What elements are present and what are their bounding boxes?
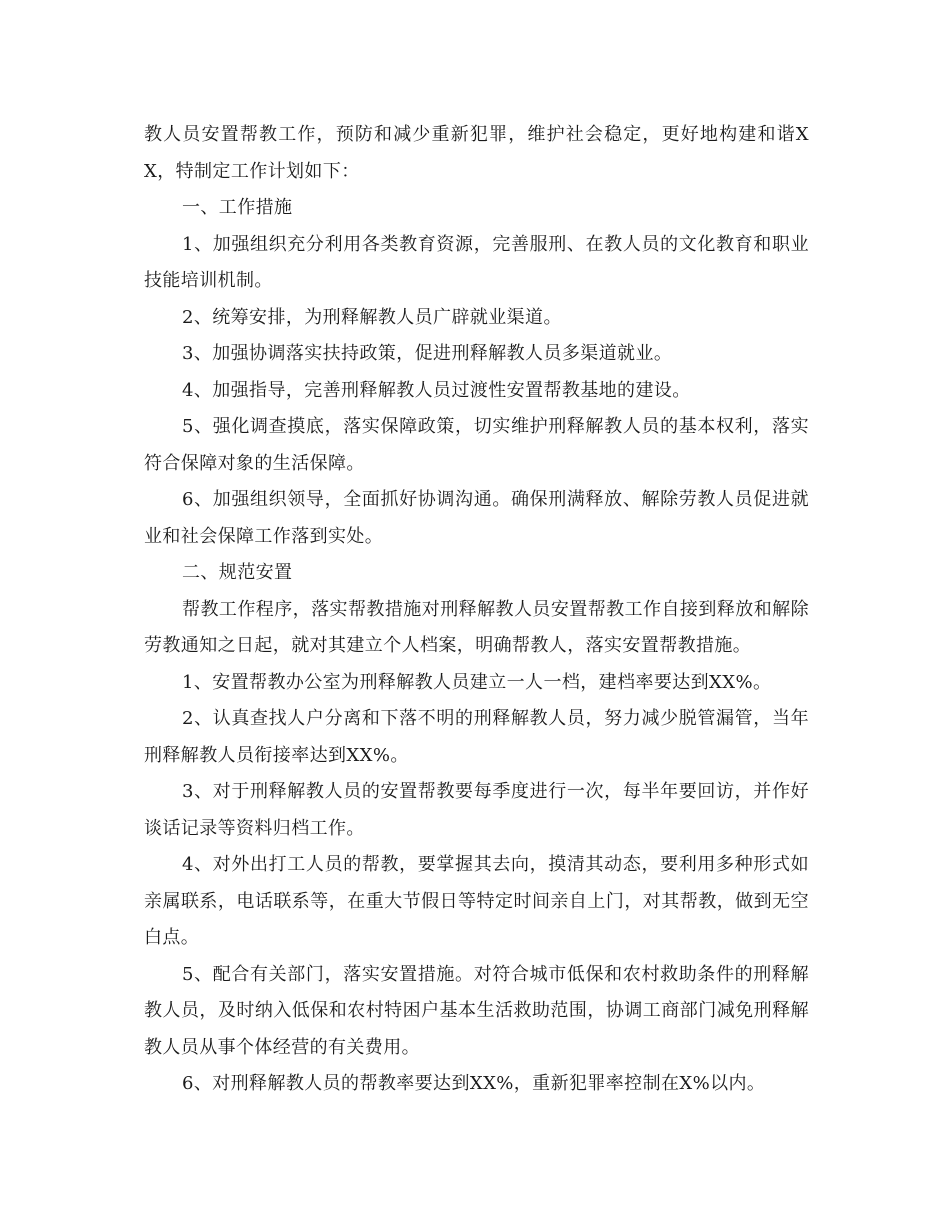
paragraph-placement-6: 6、对刑释解教人员的帮教率要达到XX%，重新犯罪率控制在X%以内。 [182, 1073, 766, 1094]
paragraph-placement-5: 5、配合有关部门，落实安置措施。对符合城市低保和农村救助条件的刑释解教人员，及时纳入低保和农村特困户基本生活救助范围，协调工商部门减免刑释解教人员从事个体经营的有关费用。 [144, 963, 809, 1058]
paragraph-measure-4: 4、加强指导，完善刑释解教人员过渡性安置帮教基地的建设。 [182, 379, 691, 401]
paragraph-measure-3: 3、加强协调落实扶持政策，促进刑释解教人员多渠道就业。 [182, 343, 673, 364]
section-heading-standardized-placement: 二、规范安置 [182, 562, 293, 583]
section-heading-work-measures: 一、工作措施 [182, 197, 293, 218]
document-body [144, 117, 809, 1103]
paragraph-placement-2: 2、认真查找人户分离和下落不明的刑释解教人员，努力减少脱管漏管，当年刑释解教人员衔接率达到XX%。 [144, 708, 809, 766]
paragraph-placement-3: 3、对于刑释解教人员的安置帮教要每季度进行一次，每半年要回访，并作好谈话记录等资料归档工作。 [144, 781, 809, 839]
paragraph-placement-1: 1、安置帮教办公室为刑释解教人员建立一人一档，建档率要达到XX%。 [182, 671, 772, 693]
paragraph-measure-1: 1、加强组织充分利用各类教育资源，完善服刑、在教人员的文化教育和职业技能培训机制。 [144, 233, 809, 291]
paragraph-placement-4: 4、对外出打工人员的帮教，要掌握其去向，摸清其动态，要利用多种形式如亲属联系，电话联系等，在重大节假日等特定时间亲自上门，对其帮教，做到无空白点。 [144, 854, 809, 948]
paragraph-measure-2: 2、统筹安排，为刑释解教人员广辟就业渠道。 [182, 306, 562, 328]
paragraph-measure-6: 6、加强组织领导，全面抓好协调沟通。确保刑满释放、解除劳教人员促进就业和社会保障工作落到实处。 [144, 489, 809, 547]
paragraph-placement-procedure: 帮教工作程序，落实帮教措施对刑释解教人员安置帮教工作自接到释放和解除劳教通知之日起，就对其建立个人档案，明确帮教人，落实安置帮教措施。 [144, 598, 809, 656]
paragraph-measure-5: 5、强化调查摸底，落实保障政策，切实维护刑释解教人员的基本权利，落实符合保障对象的生活保障。 [144, 416, 809, 474]
paragraph-intro-continuation: 教人员安置帮教工作，预防和减少重新犯罪，维护社会稳定，更好地构建和谐XX，特制定工作计划如下： [144, 124, 809, 182]
